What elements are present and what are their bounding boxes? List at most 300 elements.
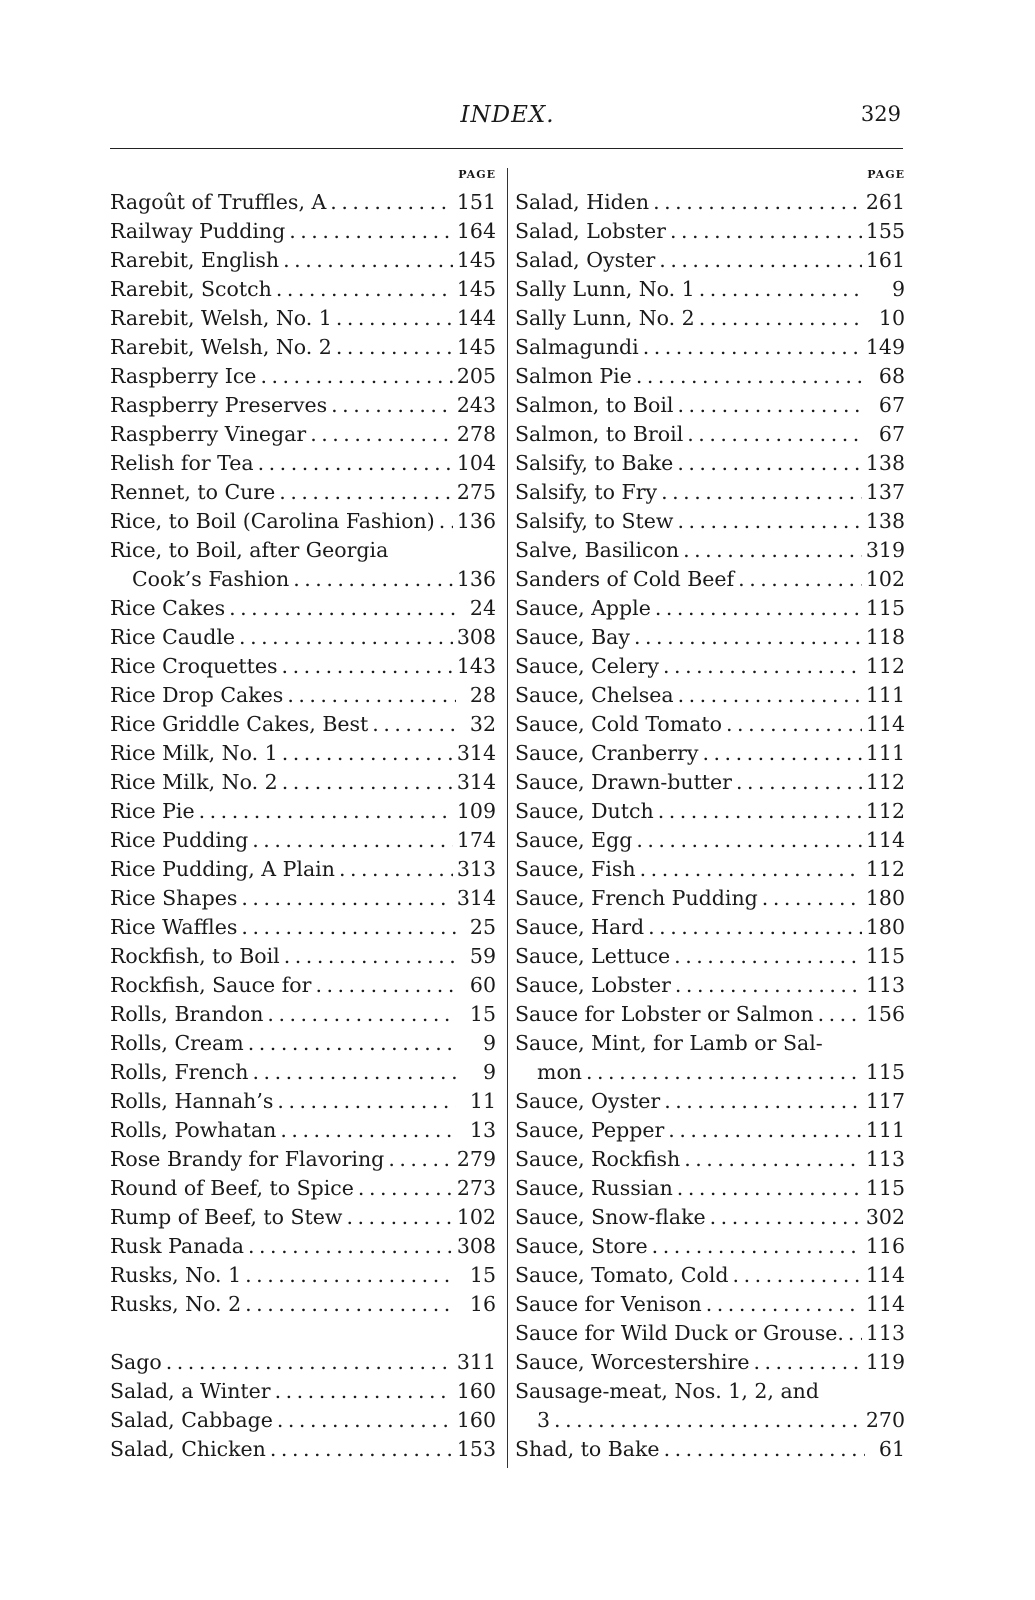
entry-label: Sauce, Chelsea (515, 683, 674, 707)
leader-dots (166, 1348, 453, 1377)
index-entry (110, 1377, 496, 1406)
leader-dots (675, 971, 862, 1000)
entry-label: Sauce for Lobster or Salmon (515, 1002, 814, 1026)
index-entry (110, 797, 496, 826)
leader-dots (287, 681, 456, 710)
index-entry (110, 362, 496, 391)
entry-page: 112 (865, 770, 905, 794)
entry-page: 278 (456, 422, 496, 446)
index-entry (515, 826, 905, 855)
leader-dots (664, 1435, 865, 1464)
index-entry (110, 1029, 496, 1058)
index-entry (515, 855, 905, 884)
index-entry (515, 797, 905, 826)
entry-page: 9 (891, 277, 905, 301)
entry-page: 115 (865, 596, 905, 620)
leader-dots (245, 1290, 456, 1319)
page-column-heading: PAGE (458, 168, 496, 181)
entry-page: 115 (865, 1176, 905, 1200)
entry-label: Salad, Lobster (515, 219, 666, 243)
entry-label: Rice Pudding, A Plain (110, 857, 335, 881)
entry-label: Relish for Tea (110, 451, 254, 475)
entry-label: Sauce for Venison (515, 1292, 702, 1316)
entry-page: 104 (456, 451, 496, 475)
entry-page: 119 (865, 1350, 905, 1374)
entry-label: Sauce, Fish (515, 857, 636, 881)
entry-label: Salad, Cabbage (110, 1408, 273, 1432)
entry-page: 112 (865, 654, 905, 678)
entry-page: 114 (865, 828, 905, 852)
leader-dots (699, 275, 865, 304)
index-entry (110, 1116, 496, 1145)
entry-label: Raspberry Preserves (110, 393, 328, 417)
leader-dots (733, 1261, 862, 1290)
entry-page: 137 (865, 480, 905, 504)
entry-page: 275 (456, 480, 496, 504)
entry-page: 145 (456, 277, 496, 301)
entry-page: 24 (469, 596, 496, 620)
entry-page: 102 (456, 1205, 496, 1229)
index-entry (110, 478, 496, 507)
leader-dots (710, 1203, 862, 1232)
entry-page: 149 (865, 335, 905, 359)
leader-dots (270, 1435, 453, 1464)
leader-dots (677, 391, 865, 420)
leader-dots (658, 797, 862, 826)
leader-dots (659, 246, 862, 275)
leader-dots (827, 1029, 865, 1058)
index-entry (110, 652, 496, 681)
leader-dots (702, 739, 861, 768)
index-entry (110, 1000, 496, 1029)
index-entry (110, 1232, 496, 1261)
entry-page: 261 (865, 190, 905, 214)
index-entry (515, 217, 905, 246)
entry-page: 11 (469, 1089, 496, 1113)
index-entry (110, 623, 496, 652)
leader-dots (678, 681, 862, 710)
entry-label: Sally Lunn, No. 2 (515, 306, 695, 330)
index-entry (110, 449, 496, 478)
leader-dots (275, 1377, 453, 1406)
index-entry (110, 594, 496, 623)
leader-dots (677, 1174, 862, 1203)
index-entry (110, 1435, 496, 1464)
entry-label: Rennet, to Cure (110, 480, 276, 504)
entry-page: 16 (469, 1292, 496, 1316)
leader-dots (636, 362, 865, 391)
entry-page: 319 (865, 538, 905, 562)
leader-dots (683, 536, 862, 565)
entry-page: 25 (469, 915, 496, 939)
entry-page: 138 (865, 509, 905, 533)
entry-label: Rice Milk, No. 1 (110, 741, 278, 765)
entry-page: 136 (456, 567, 496, 591)
index-entry (515, 188, 905, 217)
entry-label: Rice Croquettes (110, 654, 278, 678)
entry-label: Sauce for Wild Duck or Grouse. (515, 1321, 844, 1345)
leader-dots (336, 333, 453, 362)
entry-label: Rice Milk, No. 2 (110, 770, 278, 794)
leader-dots (726, 710, 862, 739)
entry-page: 180 (865, 886, 905, 910)
entry-page: 67 (878, 422, 905, 446)
entry-label: Salmon Pie (515, 364, 632, 388)
index-entry (110, 304, 496, 333)
entry-page: 160 (456, 1379, 496, 1403)
entry-page: 270 (865, 1408, 905, 1432)
entry-page: 60 (469, 973, 496, 997)
leader-dots (280, 1116, 456, 1145)
index-entry (515, 565, 905, 594)
index-entry (515, 1174, 905, 1203)
index-entry (110, 768, 496, 797)
leader-dots (653, 188, 862, 217)
leader-dots (674, 942, 862, 971)
entry-page: 143 (456, 654, 496, 678)
entry-page: 15 (469, 1263, 496, 1287)
index-entry (515, 362, 905, 391)
leader-dots (229, 594, 456, 623)
entry-page: 308 (456, 1234, 496, 1258)
leader-dots (315, 971, 456, 1000)
leader-dots (687, 420, 865, 449)
index-entry (515, 1058, 905, 1087)
index-entry (515, 913, 905, 942)
index-entry (515, 623, 905, 652)
index-entry (515, 1000, 905, 1029)
index-entry (110, 275, 496, 304)
leader-dots (239, 623, 453, 652)
entry-label: Sauce, Lobster (515, 973, 671, 997)
entry-page (869, 1377, 905, 1406)
entry-page: 113 (865, 1321, 905, 1345)
index-entry (515, 942, 905, 971)
index-entry (110, 1261, 496, 1290)
leader-dots (330, 188, 453, 217)
entry-label: Sauce, Oyster (515, 1089, 661, 1113)
entry-page: 13 (469, 1118, 496, 1142)
entry-label: Salve, Basilicon (515, 538, 680, 562)
index-entry (110, 884, 496, 913)
entry-page: 161 (865, 248, 905, 272)
entry-page: 155 (865, 219, 905, 243)
entry-label: Sauce, Apple (515, 596, 651, 620)
entry-page: 102 (865, 567, 905, 591)
entry-page: 115 (865, 944, 905, 968)
entry-label: Rump of Beef, to Stew (110, 1205, 343, 1229)
entry-page (869, 1029, 905, 1058)
page-header (110, 98, 905, 138)
index-entry (110, 942, 496, 971)
index-entry (515, 246, 905, 275)
leader-dots (277, 1406, 453, 1435)
entry-page: 156 (865, 1002, 905, 1026)
index-entry (515, 594, 905, 623)
index-entry (515, 1116, 905, 1145)
leader-dots (248, 1232, 453, 1261)
entry-label: Sauce, Bay (515, 625, 630, 649)
leader-dots (284, 942, 456, 971)
index-entry (110, 1145, 496, 1174)
index-entry (110, 1348, 496, 1377)
index-entry (515, 449, 905, 478)
entry-page: 308 (456, 625, 496, 649)
entry-page: 151 (456, 190, 496, 214)
leader-dots (684, 1145, 862, 1174)
entry-label: Sauce, Rockfish (515, 1147, 681, 1171)
page-number: 329 (860, 102, 901, 126)
leader-dots (823, 1377, 865, 1406)
entry-page: 314 (456, 770, 496, 794)
leader-dots (277, 1087, 456, 1116)
index-entry (515, 1087, 905, 1116)
entry-label: Sauce, Russian (515, 1176, 673, 1200)
leader-dots (643, 333, 862, 362)
leader-dots (848, 1319, 862, 1348)
leader-dots (114, 1319, 456, 1348)
entry-label: Rolls, Hannah’s (110, 1089, 274, 1113)
entry-page: 118 (865, 625, 905, 649)
leader-dots (648, 913, 862, 942)
entry-label: Salmon, to Broil (515, 422, 684, 446)
leader-dots (388, 1145, 453, 1174)
header-rule (110, 148, 903, 149)
entry-label: Rolls, French (110, 1060, 249, 1084)
entry-label: Ragoût of Truffles, A (110, 190, 327, 214)
leader-dots (358, 1174, 453, 1203)
entry-label: Rarebit, English (110, 248, 280, 272)
index-entry (110, 826, 496, 855)
index-entry (515, 739, 905, 768)
leader-dots (248, 1029, 456, 1058)
entry-page: 311 (456, 1350, 496, 1374)
index-entry (110, 1406, 496, 1435)
leader-dots (640, 855, 862, 884)
entry-label: Sally Lunn, No. 1 (515, 277, 695, 301)
entry-label: Sauce, Lettuce (515, 944, 671, 968)
index-entry (110, 188, 496, 217)
entry-label: Sauce, Cold Tomato (515, 712, 723, 736)
index-entry (515, 971, 905, 1000)
entry-label: Rolls, Powhatan (110, 1118, 277, 1142)
entry-label: Sauce, Pepper (515, 1118, 665, 1142)
entry-label: Round of Beef, to Spice (110, 1176, 354, 1200)
index-entry (110, 1087, 496, 1116)
entry-page: 116 (865, 1234, 905, 1258)
entry-label: Sausage-meat, Nos. 1, 2, and (515, 1379, 819, 1403)
entry-label: Salsify, to Bake (515, 451, 674, 475)
index-entry (110, 217, 496, 246)
index-entry (515, 1348, 905, 1377)
leader-dots (586, 1058, 862, 1087)
entry-page (460, 536, 496, 565)
entry-label: Rose Brandy for Flavoring (110, 1147, 385, 1171)
entry-label: Salmagundi (515, 335, 639, 359)
leader-dots (241, 913, 456, 942)
leader-dots (439, 507, 453, 536)
leader-dots (392, 536, 456, 565)
entry-label: 3 (537, 1408, 551, 1432)
leader-dots (663, 652, 862, 681)
leader-dots (661, 478, 862, 507)
entry-page: 111 (865, 683, 905, 707)
leader-dots (738, 565, 862, 594)
index-entry (515, 768, 905, 797)
entry-label: Rice Pie (110, 799, 195, 823)
leader-dots (253, 1058, 457, 1087)
entry-label: Rice Pudding (110, 828, 249, 852)
entry-label: Cook’s Fashion (132, 567, 290, 591)
leader-dots (279, 478, 453, 507)
entry-label: Rarebit, Scotch (110, 277, 272, 301)
index-entry (515, 1029, 905, 1058)
leader-dots (199, 797, 453, 826)
entry-label: Rockfish, to Boil (110, 944, 280, 968)
index-entry (515, 333, 905, 362)
entry-label: Salmon, to Boil (515, 393, 674, 417)
leader-dots (753, 1348, 861, 1377)
leader-dots (664, 1087, 862, 1116)
index-entry (515, 420, 905, 449)
entry-page: 174 (456, 828, 496, 852)
index-entry (515, 1406, 905, 1435)
index-entry (515, 652, 905, 681)
entry-page: 153 (456, 1437, 496, 1461)
entry-page: 111 (865, 1118, 905, 1142)
index-entry (110, 681, 496, 710)
entry-label: Sauce, Celery (515, 654, 660, 678)
entry-label: Sauce, Mint, for Lamb or Sal- (515, 1031, 823, 1055)
leader-dots (283, 246, 453, 275)
index-entry (110, 739, 496, 768)
page-column-heading: PAGE (867, 168, 905, 181)
column-divider (507, 168, 508, 1468)
index-entry (110, 855, 496, 884)
index-entry (110, 710, 496, 739)
leader-dots (346, 1203, 452, 1232)
leader-dots (282, 739, 453, 768)
index-entry (515, 391, 905, 420)
index-entry (110, 1058, 496, 1087)
index-entry (110, 913, 496, 942)
index-entry (110, 420, 496, 449)
leader-dots (554, 1406, 862, 1435)
entry-label: Sauce, Snow-flake (515, 1205, 706, 1229)
leader-dots (241, 884, 452, 913)
entry-page: 114 (865, 1292, 905, 1316)
entry-page: 9 (482, 1031, 496, 1055)
entry-page: 117 (865, 1089, 905, 1113)
leader-dots (677, 507, 861, 536)
leader-dots (276, 275, 453, 304)
entry-page: 68 (878, 364, 905, 388)
entry-page: 302 (865, 1205, 905, 1229)
entry-label: Salad, Chicken (110, 1437, 266, 1461)
page-title: INDEX. (460, 102, 555, 128)
entry-label: Rice, to Boil (Carolina Fashion) (110, 509, 435, 533)
entry-page: 314 (456, 741, 496, 765)
index-entry (515, 1290, 905, 1319)
index-entry (110, 391, 496, 420)
entry-page: 112 (865, 799, 905, 823)
entry-page: 164 (456, 219, 496, 243)
index-entry (515, 1232, 905, 1261)
index-entry (110, 1174, 496, 1203)
entry-label: Salsify, to Stew (515, 509, 674, 533)
entry-page: 136 (456, 509, 496, 533)
entry-label: Salad, Hiden (515, 190, 650, 214)
leader-dots (762, 884, 862, 913)
entry-label: Sauce, Dutch (515, 799, 654, 823)
index-entry (515, 1261, 905, 1290)
entry-page: 138 (865, 451, 905, 475)
index-entry (515, 1203, 905, 1232)
leader-dots (336, 304, 453, 333)
entry-label: Rice Shapes (110, 886, 238, 910)
entry-page: 113 (865, 1147, 905, 1171)
entry-label: Rice Cakes (110, 596, 226, 620)
entry-label: Rice Waffles (110, 915, 238, 939)
entry-label: Sago (110, 1350, 162, 1374)
index-entry (515, 536, 905, 565)
entry-label: Rarebit, Welsh, No. 1 (110, 306, 332, 330)
leader-dots (258, 449, 453, 478)
entry-label: Sauce, French Pudding (515, 886, 758, 910)
index-spacer (110, 1319, 496, 1348)
index-entry (515, 478, 905, 507)
entry-page: 59 (469, 944, 496, 968)
entry-page: 313 (456, 857, 496, 881)
entry-label: Rusks, No. 1 (110, 1263, 242, 1287)
entry-label: Salad, a Winter (110, 1379, 271, 1403)
leader-dots (282, 768, 453, 797)
index-entry (110, 333, 496, 362)
index-entry (515, 304, 905, 333)
entry-page: 279 (456, 1147, 496, 1171)
leader-dots (331, 391, 453, 420)
entry-label: Railway Pudding (110, 219, 286, 243)
index-column-right (515, 168, 905, 1464)
entry-page: 61 (878, 1437, 905, 1461)
entry-label: Sauce, Hard (515, 915, 645, 939)
entry-label: Sauce, Worcestershire (515, 1350, 750, 1374)
leader-dots (245, 1261, 456, 1290)
entry-page (460, 1319, 496, 1348)
entry-label: Rolls, Brandon (110, 1002, 264, 1026)
entry-page: 113 (865, 973, 905, 997)
entry-label: Rice Caudle (110, 625, 236, 649)
entry-label: Rice, to Boil, after Georgia (110, 538, 389, 562)
index-entry (110, 971, 496, 1000)
leader-dots (252, 826, 453, 855)
entry-page: 9 (482, 1060, 496, 1084)
entry-page: 144 (456, 306, 496, 330)
entry-label: Raspberry Ice (110, 364, 257, 388)
leader-dots (339, 855, 453, 884)
leader-dots (670, 217, 862, 246)
entry-label: Sauce, Egg (515, 828, 633, 852)
entry-page: 109 (456, 799, 496, 823)
leader-dots (310, 420, 453, 449)
entry-label: Shad, to Bake (515, 1437, 660, 1461)
entry-page: 15 (469, 1002, 496, 1026)
entry-label: Sauce, Cranberry (515, 741, 699, 765)
entry-label: Rarebit, Welsh, No. 2 (110, 335, 332, 359)
entry-page: 145 (456, 248, 496, 272)
leader-dots (818, 1000, 862, 1029)
entry-label: Rice Drop Cakes (110, 683, 284, 707)
